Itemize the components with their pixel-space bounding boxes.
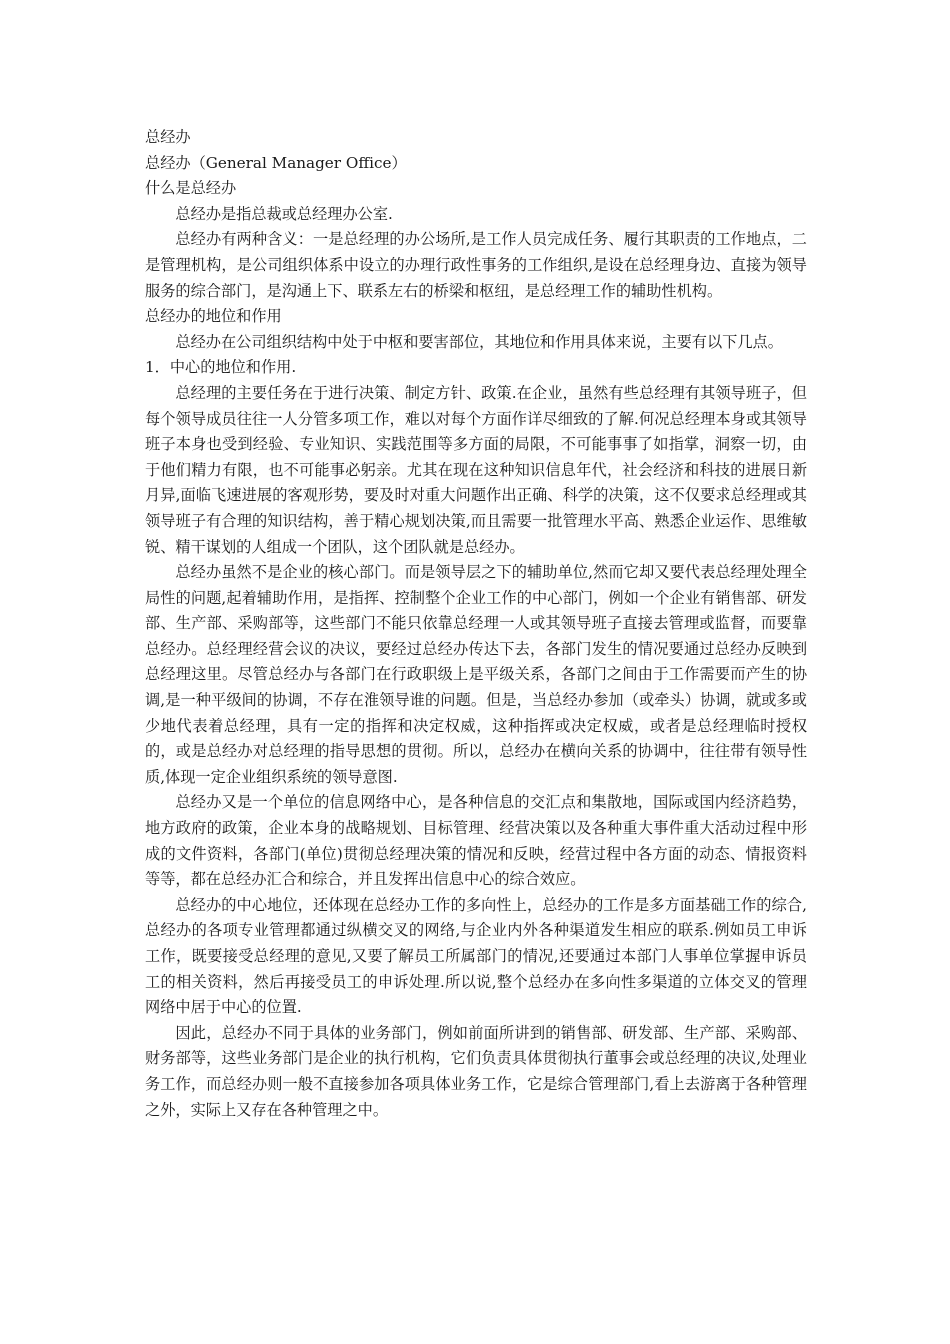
paragraph-definition: 总经办是指总裁或总经理办公室. (175, 204, 393, 223)
paragraph-information-center: 总经办又是一个单位的信息网络中心，是各种信息的交汇点和集散地，国际或国内经济趋势，地方政府的政策，企业本身的战略规划、目标管理、经营决策以及各种重大事件重大活动过程中形成的文件资料，各部门(单位)贯彻总经理决策的情况和反映，经营过程中各方面的动态、情报资料等等，都在总经办汇合和综合，并且发挥出信息中心的综合效应。 (145, 793, 807, 889)
section-heading-role: 总经办的地位和作用 (145, 307, 282, 326)
document-body (145, 125, 807, 1123)
paragraph-decision: 总经理的主要任务在于进行决策、制定方针、政策.在企业，虽然有些总经理有其领导班子，但每个领导成员往往一人分管多项工作，难以对每个方面作详尽细致的了解.何况总经理本身或其领导班子本身也受到经验、专业知识、实践范围等多方面的局限，不可能事事了如指掌，洞察一切，由于他们精力有限，也不可能事必躬亲。尤其在现在这种知识信息年代，社会经济和科技的进展日新月异,面临飞速进展的客观形势，要及时对重大问题作出正确、科学的决策，这不仅要求总经理或其领导班子有合理的知识结构，善于精心规划决策,而且需要一批管理水平高、熟悉企业运作、思维敏锐、精干谋划的人组成一个团队，这个团队就是总经办。 (145, 383, 807, 556)
paragraph-auxiliary: 总经办虽然不是企业的核心部门。而是领导层之下的辅助单位,然而它却又要代表总经理处理全局性的问题,起着辅助作用，是指挥、控制整个企业工作的中心部门，例如一个企业有销售部、研发部、生产部、采购部等，这些部门不能只依靠总经理一人或其领导班子直接去管理或监督，而要靠总经办。总经理经营会议的决议，要经过总经办传达下去，各部门发生的情况要通过总经办反映到总经理这里。尽管总经办与各部门在行政职级上是平级关系，各部门之间由于工作需要而产生的协调,是一种平级间的协调，不存在淮领导谁的问题。但是，当总经办参加（或牵头）协调，就或多或少地代表着总经理，具有一定的指挥和决定权威，这种指挥或决定权威，或者是总经理临时授权的，或是总经办对总经理的指导思想的贯彻。所以，总经办在横向关系的协调中，往往带有领导性质,体现一定企业组织系统的领导意图. (145, 563, 807, 786)
list-item-heading-center: 1．中心的地位和作用. (145, 358, 297, 377)
paragraph-two-meanings: 总经办有两种含义：一是总经理的办公场所,是工作人员完成任务、履行其职责的工作地点，二是管理机构，是公司组织体系中设立的办理行政性事务的工作组织,是设在总经理身边、直接为领导服务的综合部门，是沟通上下、联系左右的桥梁和枢纽，是总经理工作的辅助性机构。 (145, 230, 807, 300)
document-subtitle: 总经办（General Manager Office） (145, 153, 407, 172)
paragraph-role-intro: 总经办在公司组织结构中处于中枢和要害部位，其地位和作用具体来说，主要有以下几点。 (175, 332, 783, 351)
section-heading-what-is: 什么是总经办 (145, 179, 237, 198)
paragraph-multidirectional: 总经办的中心地位，还体现在总经办工作的多向性上，总经办的工作是多方面基础工作的综合,总经办的各项专业管理都通过纵横交叉的网络,与企业内外各种渠道发生相应的联系.例如员工申诉工作，既要接受总经理的意见,又要了解员工所属部门的情况,还要通过本部门人事单位掌握申诉员工的相关资料，然后再接受员工的申诉处理.所以说,整个总经办在多向性多渠道的立体交叉的管理网络中居于中心的位置. (145, 895, 807, 1017)
document-title: 总经办 (145, 128, 191, 146)
paragraph-conclusion: 因此，总经办不同于具体的业务部门，例如前面所讲到的销售部、研发部、生产部、采购部、财务部等，这些业务部门是企业的执行机构，它们负责具体贯彻执行董事会或总经理的决议,处理业务工作，而总经办则一般不直接参加各项具体业务工作，它是综合管理部门,看上去游离于各种管理之外，实际上又存在各种管理之中。 (145, 1023, 807, 1119)
